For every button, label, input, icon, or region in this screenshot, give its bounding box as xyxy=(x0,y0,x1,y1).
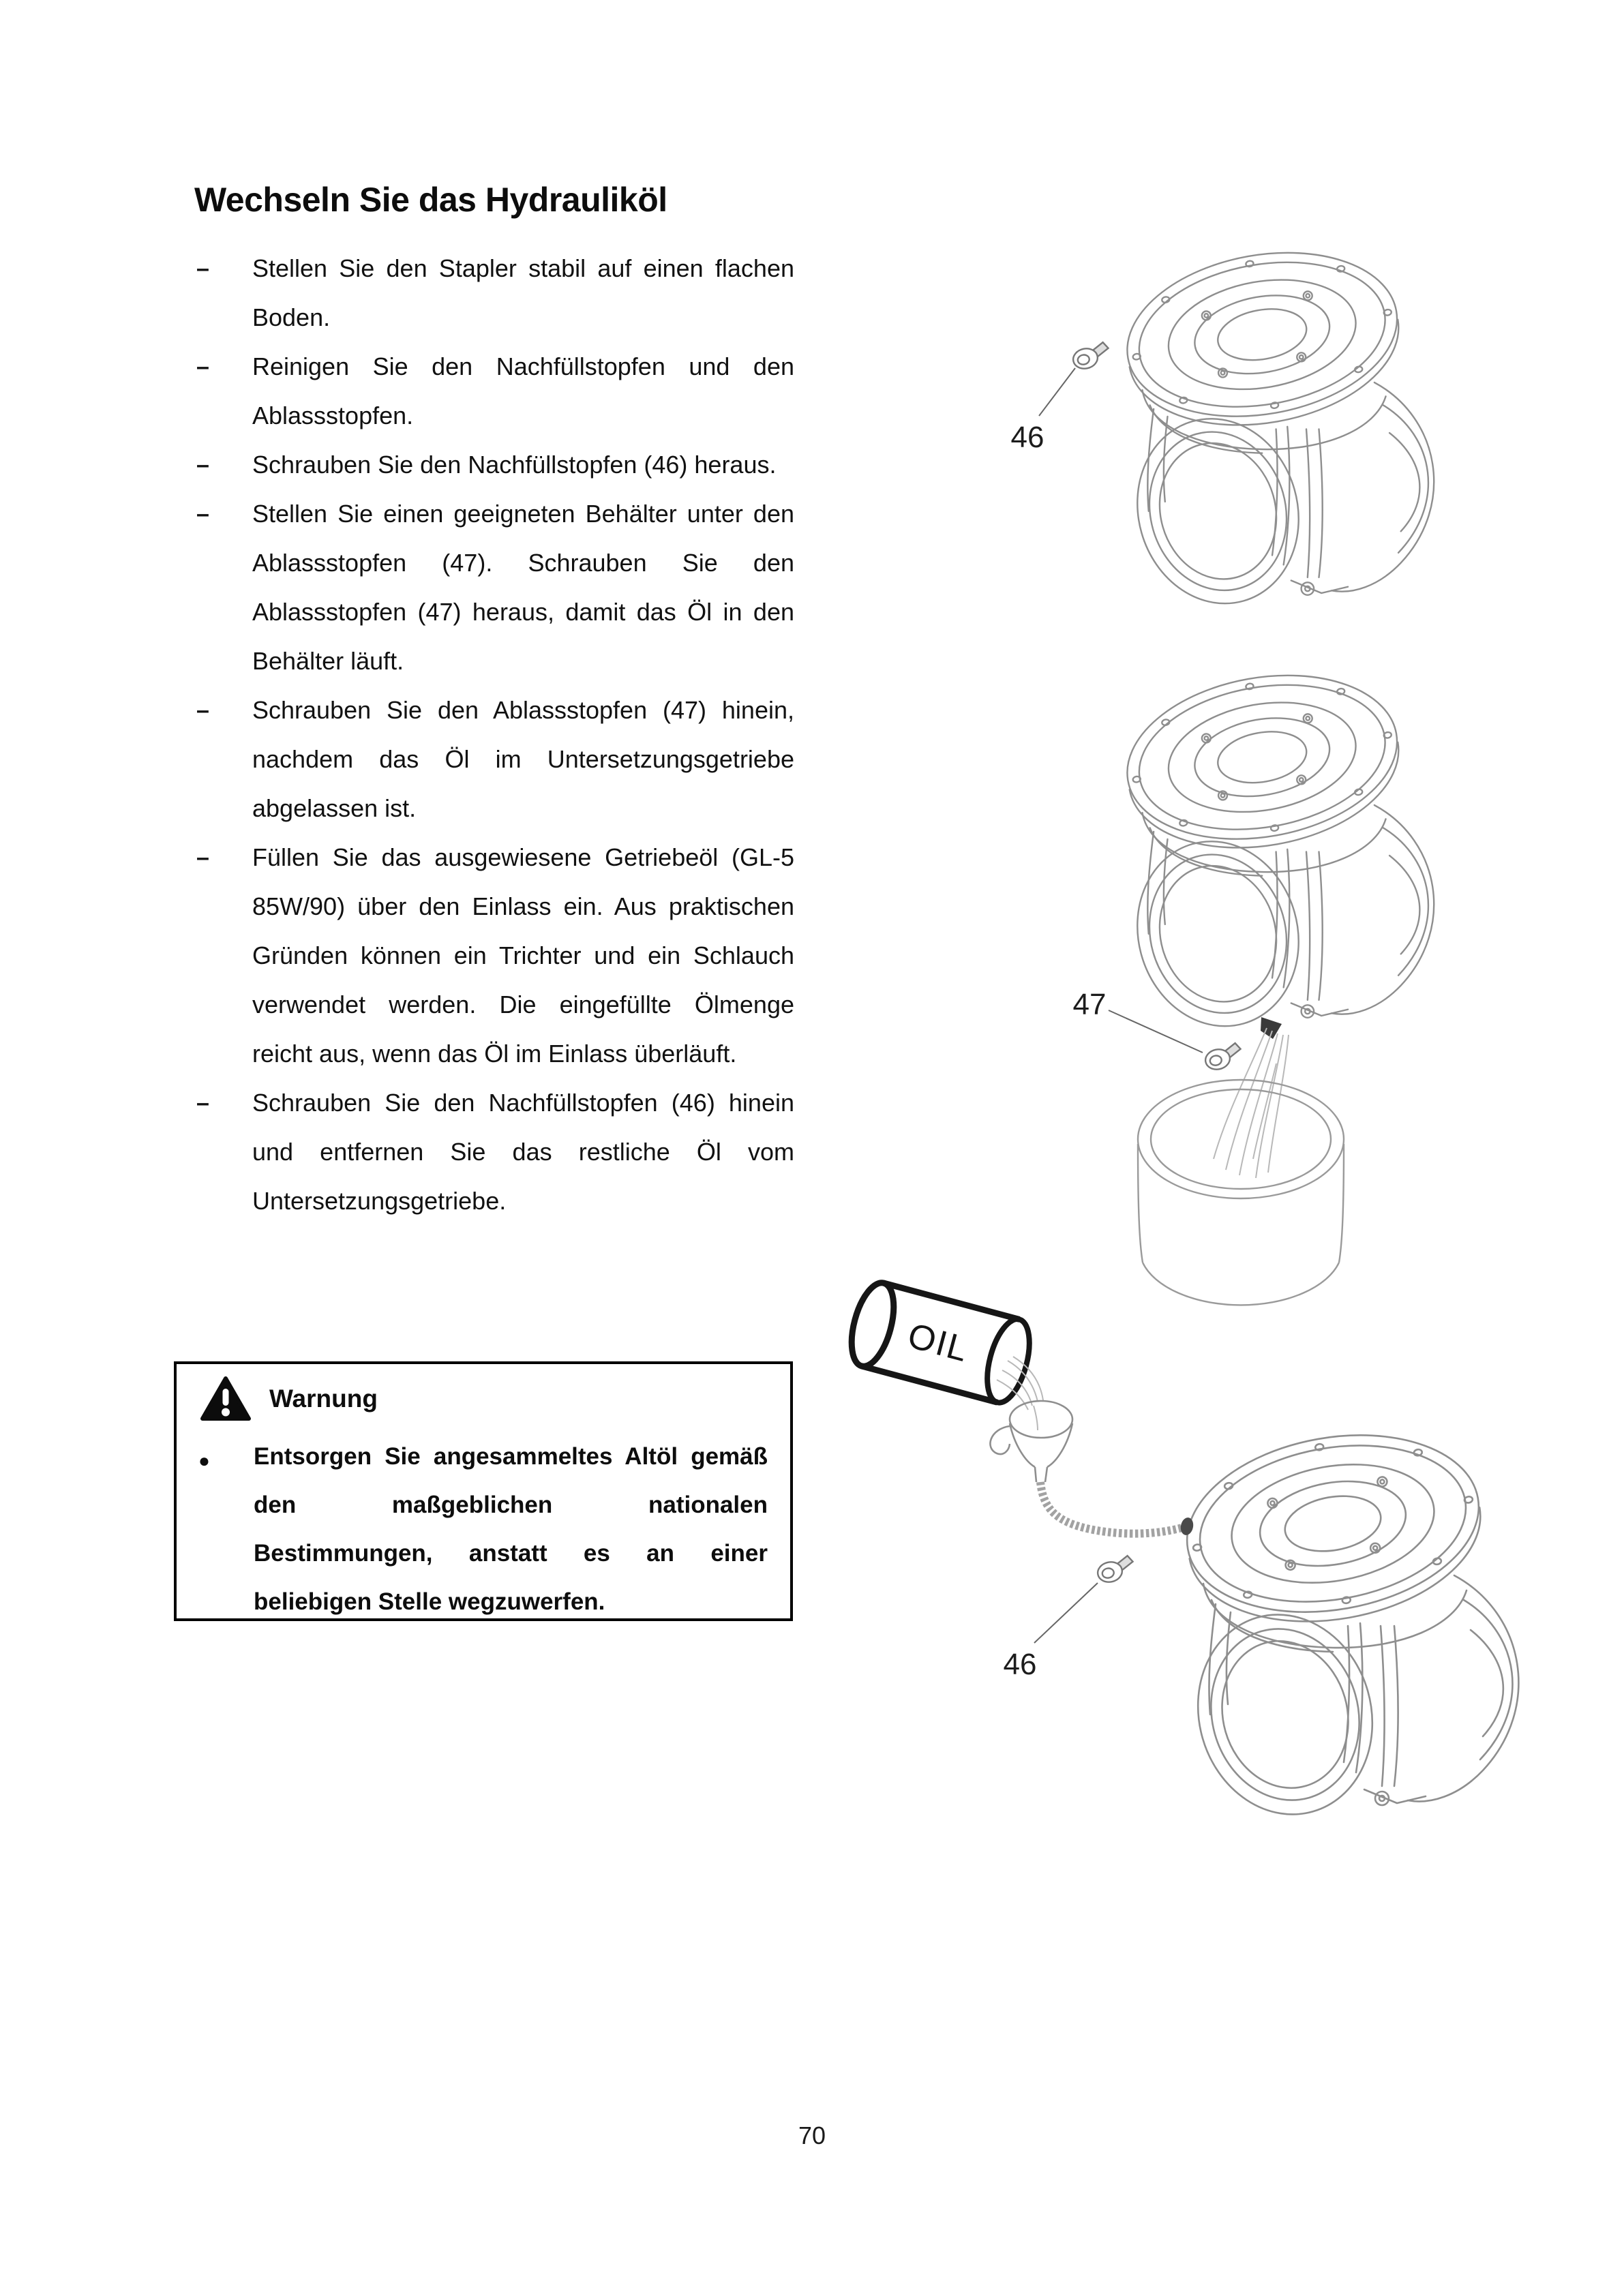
list-item xyxy=(194,489,794,686)
part-label-46-bottom: 46 xyxy=(1003,1648,1037,1681)
list-dash: – xyxy=(196,845,209,871)
oil-stream xyxy=(1214,1028,1289,1178)
warning-triangle-icon xyxy=(200,1376,252,1422)
instruction-text: Schrauben Sie den Nachfüllstopfen (46) heraus. xyxy=(252,451,777,479)
warning-bullet: ● xyxy=(198,1450,210,1471)
instruction-text: Reinigen Sie den Nachfüllstopfen und den Ablassstopfen. xyxy=(252,352,794,429)
gearbox-middle-illustration xyxy=(1073,655,1434,1305)
list-item xyxy=(194,1078,794,1226)
list-dash: – xyxy=(196,256,209,282)
gearbox-bottom-illustration xyxy=(844,1278,1519,1835)
funnel xyxy=(990,1401,1072,1482)
list-dash: – xyxy=(196,697,209,723)
warning-box xyxy=(174,1361,793,1621)
instruction-text: Schrauben Sie den Ablassstopfen (47) hinein, nachdem das Öl im Untersetzungsgetriebe abgelassen ist. xyxy=(252,696,794,822)
drain-plug-47 xyxy=(1203,1042,1244,1072)
leader-line xyxy=(1034,1583,1098,1643)
oil-can xyxy=(844,1278,1038,1407)
warning-item xyxy=(177,1432,790,1626)
filler-plug-46 xyxy=(1071,342,1112,371)
instruction-text: Füllen Sie das ausgewiesene Getriebeöl (GL-5 85W/90) über den Einlass ein. Aus praktischen Gründen können ein Trichter und ein Schlauch verwendet werden. Die eingefüllte Ölmenge reicht aus, wenn das Öl im Einlass überläuft. xyxy=(252,843,794,1068)
drain-spout xyxy=(1261,1017,1282,1039)
instruction-list xyxy=(194,244,808,1226)
instruction-text: Stellen Sie einen geeigneten Behälter unter den Ablassstopfen (47). Schrauben Sie den Ablassstopfen (47) heraus, damit das Öl in den Behälter läuft. xyxy=(252,500,794,675)
warning-header xyxy=(200,1372,790,1425)
list-item xyxy=(194,833,794,1078)
page-number: 70 xyxy=(798,2121,826,2149)
hose-connector xyxy=(1179,1516,1194,1536)
list-item xyxy=(194,342,794,440)
pour-stream xyxy=(997,1357,1043,1430)
filler-plug-46-bottom xyxy=(1096,1555,1137,1584)
list-dash: – xyxy=(196,501,209,527)
leader-line xyxy=(1039,368,1075,416)
list-dash: – xyxy=(196,452,209,478)
list-item xyxy=(194,686,794,833)
warning-text: Entsorgen Sie angesammeltes Altöl gemäß den maßgeblichen nationalen Bestimmungen, anstatt es an einer beliebigen Stelle wegzuwerfen. xyxy=(254,1443,768,1615)
page-title: Wechseln Sie das Hydrauliköl xyxy=(194,181,667,219)
filler-hose xyxy=(1040,1482,1182,1534)
text-column xyxy=(194,179,808,1226)
warning-title: Warnung xyxy=(269,1385,378,1413)
oil-container xyxy=(1138,1080,1344,1305)
instruction-text: Stellen Sie den Stapler stabil auf einen flachen Boden. xyxy=(252,254,794,331)
part-label-46-top: 46 xyxy=(1010,421,1044,454)
oil-can-label: OIL xyxy=(903,1316,974,1370)
instruction-text: Schrauben Sie den Nachfüllstopfen (46) hinein und entfernen Sie das restliche Öl vom Untersetzungsgetriebe. xyxy=(252,1089,794,1215)
part-label-47: 47 xyxy=(1072,988,1107,1021)
list-item xyxy=(194,244,794,342)
list-dash: – xyxy=(196,1090,209,1116)
gearbox-top-illustration xyxy=(1011,232,1434,622)
list-item xyxy=(194,440,794,489)
list-dash: – xyxy=(196,354,209,380)
leader-line xyxy=(1109,1010,1203,1053)
